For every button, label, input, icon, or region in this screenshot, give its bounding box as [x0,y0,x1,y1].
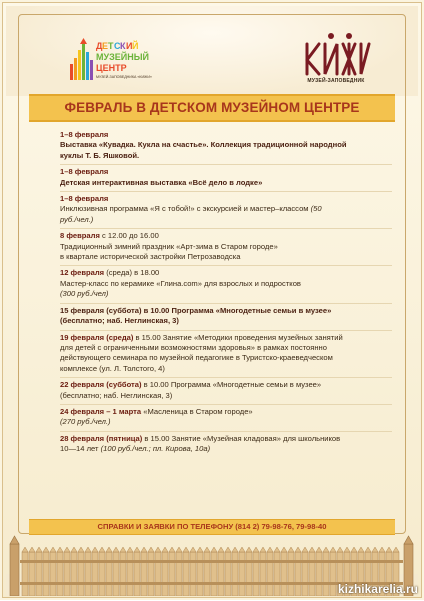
event-date: 28 февраля (пятница) [60,433,143,443]
fence-picket-top [351,547,357,552]
event-date: 8 февраля [60,231,100,241]
fence-picket [29,552,35,596]
fence-picket-top [323,547,329,552]
fence-picket [197,552,203,596]
fence-picket-top [162,547,168,552]
event-9 [60,405,392,432]
event-date-time [60,333,392,343]
event-time: в 15.00 Занятие «Методики проведения музейных занятий [133,332,343,342]
svg-text:Е: Е [102,41,109,51]
fence-picket-top [50,547,56,552]
svg-text:Т: Т [108,41,114,51]
event-4 [60,229,392,266]
event-price: (270 руб./чел.) [60,417,111,427]
event-date-time [60,268,392,278]
fence-picket [57,552,63,596]
event-1 [60,128,392,165]
event-date: 1–8 февраля [60,130,109,139]
fence-picket [204,552,210,596]
event-10 [60,432,392,458]
fence-picket [309,552,315,596]
fence-picket-top [57,547,63,552]
fence-picket [169,552,175,596]
event-date: 1–8 февраля [60,194,109,204]
event-time: (среда) в 18.00 [104,268,160,278]
fence-picket [141,552,147,596]
fence-picket-top [134,547,140,552]
fence-picket-top [358,547,364,552]
fence-picket [99,552,105,596]
fence-picket [127,552,133,596]
svg-text:И: И [126,41,133,51]
svg-text:МУЗЕЙНЫЙ: МУЗЕЙНЫЙ [96,52,149,62]
event-price: (300 руб./чел) [60,289,109,299]
event-date: 19 февраля (среда) [60,332,134,342]
event-date-time [60,380,392,390]
fence-picket-top [232,547,238,552]
fence-picket [239,552,245,596]
fence-picket [50,552,56,596]
event-price: (50 [310,204,322,214]
event-age: 10—14 лет [60,444,101,454]
fence-picket [64,552,70,596]
fence-picket-top [85,547,91,552]
fence-picket-top [288,547,294,552]
event-5 [60,266,392,303]
fence-picket [155,552,161,596]
fence-picket [134,552,140,596]
event-price: (100 руб./чел.; пл. Кирова, 10а) [100,444,211,454]
fence-picket [330,552,336,596]
svg-text:С: С [114,41,121,51]
page-title: ФЕВРАЛЬ В ДЕТСКОМ МУЗЕЙНОМ ЦЕНТРЕ [64,100,360,115]
childrens-museum-logo [66,36,166,86]
fence-picket-top [43,547,49,552]
fence-picket [295,552,301,596]
fence-picket-top [337,547,343,552]
fence-picket [162,552,168,596]
fence-picket [211,552,217,596]
fence-picket-top [218,547,224,552]
fence-picket [302,552,308,596]
fence-picket-top [225,547,231,552]
event-audience [60,444,392,454]
fence-picket-top [155,547,161,552]
fence-picket [232,552,238,596]
fence-picket-top [267,547,273,552]
fence-picket-top [190,547,196,552]
kizhi-logo-caption: МУЗЕЙ-ЗАПОВЕДНИК [307,78,365,84]
event-6 [60,304,392,331]
fence-picket-top [78,547,84,552]
fence-picket-top [316,547,322,552]
fence-picket-top [246,547,252,552]
fence-picket [281,552,287,596]
fence-picket-top [260,547,266,552]
event-title: Детская интерактивная выставка «Всё дело в лодке» [60,177,263,187]
svg-text:К: К [120,41,126,51]
fence-picket-top [365,547,371,552]
event-location: комплексе (ул. Л. Толстого, 4) [60,363,165,373]
fence-picket-top [113,547,119,552]
contact-phone: СПРАВКИ И ЗАЯВКИ ПО ТЕЛЕФОНУ (814 2) 79-98-76, 79-98-40 [97,522,327,531]
fence-picket [85,552,91,596]
event-description [60,204,392,214]
svg-text:Й: Й [132,41,139,51]
event-7 [60,331,392,379]
event-date-title: 15 февраля (суббота) в 10.00 Программа «Многодетные семьи в музее» [60,305,332,315]
event-date-time [60,231,392,241]
fence-picket-top [239,547,245,552]
fence-picket [71,552,77,596]
event-time: с 12.00 до 16.00 [99,231,159,241]
fence-picket-top [71,547,77,552]
fence-picket [176,552,182,596]
events-list [60,128,392,458]
fence-picket [106,552,112,596]
event-location: (бесплатно; наб. Неглинская, 3) [60,390,173,400]
event-title: Выставка «Кувадка. Кукла на счастье». Коллекция традиционной народной [60,140,347,150]
fence-picket-top [36,547,42,552]
fence-picket [183,552,189,596]
fence-picket-top [295,547,301,552]
fence-picket-top [22,547,28,552]
fence-picket-top [302,547,308,552]
event-location: в квартале исторической застройки Петрозаводска [60,252,241,262]
fence-picket [190,552,196,596]
watermark: kizhikarelia.ru [337,582,418,596]
event-location: (бесплатно; наб. Неглинская, 3) [60,316,179,326]
event-date-time [60,407,392,417]
fence-picket [253,552,259,596]
fence-picket-top [211,547,217,552]
fence-picket [260,552,266,596]
title-bar [29,94,395,122]
event-description-cont: действующего семинара по музейной педагогике в Туристско-краеведческом [60,353,333,363]
fence-picket-top [372,547,378,552]
fence-picket [267,552,273,596]
svg-text:Д: Д [96,41,103,51]
event-date: 22 февраля (суббота) [60,380,142,390]
fence-picket-top [309,547,315,552]
fence-picket-top [106,547,112,552]
fence-picket-top [29,547,35,552]
fence-picket [148,552,154,596]
fence-picket [288,552,294,596]
fence-picket-top [99,547,105,552]
event-date-time [60,434,392,444]
fence-picket [120,552,126,596]
fence-picket-top [120,547,126,552]
event-description: Традиционный зимний праздник «Арт-зима в Старом городе» [60,241,278,251]
fence-picket-top [379,547,385,552]
svg-text:МУЗЕЙ-ЗАПОВЕДНИКА «КИЖИ»: МУЗЕЙ-ЗАПОВЕДНИКА «КИЖИ» [96,75,152,79]
fence-picket-top [127,547,133,552]
fence-picket-top [183,547,189,552]
fence-picket-top [92,547,98,552]
event-time: в 15.00 Занятие «Музейная кладовая» для школьников [142,433,341,443]
fence-picket-top [148,547,154,552]
fence-picket-top [330,547,336,552]
fence-picket-top [274,547,280,552]
event-description: для детей с ограниченными возможностями здоровья» в рамках постоянно [60,342,327,352]
fence-picket-top [64,547,70,552]
fence-picket [43,552,49,596]
fence-picket [225,552,231,596]
fence-picket [113,552,119,596]
event-time: в 10.00 Программа «Многодетные семьи в музее» [141,380,322,390]
fence-picket [218,552,224,596]
fence-picket [92,552,98,596]
event-text: Инклюзивная программа «Я с тобой!» с экскурсией и мастер–классом [60,204,311,214]
fence-picket [323,552,329,596]
fence-picket [274,552,280,596]
fence-picket-top [344,547,350,552]
event-title-cont: куклы Т. Б. Яшковой. [60,150,140,160]
event-2 [60,165,392,192]
event-price-cont: руб./чел.) [60,214,94,224]
event-description: Мастер-класс по керамике «Глина.com» для взрослых и подростков [60,278,301,288]
fence-picket-top [253,547,259,552]
fence-picket [78,552,84,596]
svg-text:ЦЕНТР: ЦЕНТР [96,63,127,73]
fence-picket [316,552,322,596]
fence-picket-top [204,547,210,552]
fence-picket-top [197,547,203,552]
fence-picket-top [141,547,147,552]
event-date: 1–8 февраля [60,167,109,177]
fence-picket [22,552,28,596]
fence-picket-top [176,547,182,552]
event-date: 24 февраля – 1 марта [60,406,142,416]
fence-picket-top [393,547,399,552]
fence-picket [246,552,252,596]
event-title: «Масленица в Старом городе» [141,406,253,416]
event-8 [60,378,392,405]
event-3 [60,192,392,229]
fence-picket-top [169,547,175,552]
event-date: 12 февраля [60,268,105,278]
fence-picket-top [281,547,287,552]
fence-picket [36,552,42,596]
fence-picket-top [386,547,392,552]
